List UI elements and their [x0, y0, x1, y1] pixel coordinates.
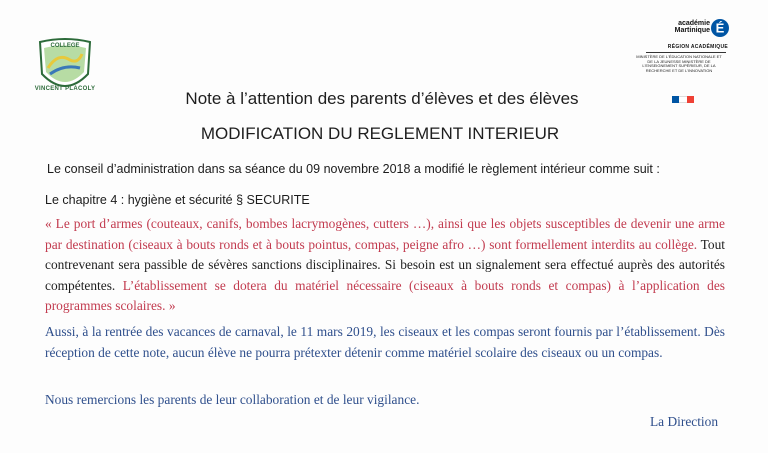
- academie-logo: [636, 14, 750, 94]
- intro-text: Le conseil d’administration dans sa séance du 09 novembre 2018 a modifié le règlement intérieur comme suit :: [47, 162, 660, 176]
- document-subtitle: MODIFICATION DU REGLEMENT INTERIEUR: [200, 124, 560, 143]
- academie-name-line-2: Martinique: [674, 27, 710, 34]
- academie-name: [675, 20, 710, 34]
- document-title: Note à l’attention des parents d’élèves et des élèves: [185, 89, 579, 108]
- quote-part-1: « Le port d’armes (couteaux, canifs, bombes lacrymogènes, cutters …), ainsi que les objets susceptibles de devenir une arme par destination (ciseaux à bouts ronds et à bouts pointus, compas, peigne afro …) sont formellement interdits au collège.: [45, 216, 725, 252]
- academie-e-icon: [710, 16, 730, 38]
- quoted-rule: [45, 214, 725, 317]
- quote-part-2: Tout contrevenant sera passible de sévères sanctions disciplinaires. Si besoin est un signalement sera effectué auprès des autorités compétentes.: [45, 236, 725, 293]
- paragraph-supplies: Aussi, à la rentrée des vacances de carnaval, le 11 mars 2019, les ciseaux et les compas seront fournis par l’établissement. Dès réception de cette note, aucun élève ne pourra prétexter détenir comme matériel scolaire des ciseaux ou un compas.: [45, 324, 725, 360]
- chapter-heading: Le chapitre 4 : hygiène et sécurité § SECURITE: [45, 193, 310, 207]
- paragraph-thanks: Nous remercions les parents de leur collaboration et de leur vigilance.: [45, 392, 420, 407]
- signature: La Direction: [650, 414, 719, 429]
- academie-ministry: MINISTÈRE DE L'ÉDUCATION NATIONALE ET DE LA JEUNESSE MINISTÈRE DE L'ENSEIGNEMENT SUPÉRIEUR, DE LA RECHERCHE ET DE L'INNOVATION: [636, 54, 722, 73]
- academie-separator: [646, 52, 726, 53]
- college-logo-text: VINCENT PLACOLY: [34, 86, 96, 92]
- academie-name-line-1: académie: [678, 20, 710, 27]
- college-logo-word: COLLEGE: [50, 43, 80, 49]
- quote-part-3: L’établissement se dotera du matériel nécessaire (ciseaux à bouts ronds et compas) à l’application des programmes scolaires. »: [45, 277, 725, 313]
- svg-text:É: É: [715, 20, 725, 36]
- academie-region: RÉGION ACADÉMIQUE: [667, 44, 728, 50]
